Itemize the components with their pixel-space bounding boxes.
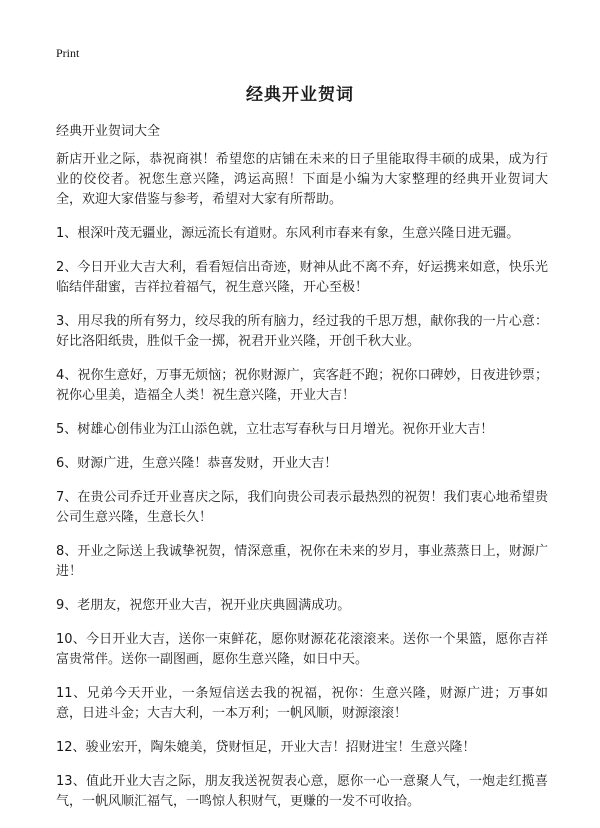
list-item: 5、树雄心创伟业为江山添色就，立壮志写春秋与日月增光。祝你开业大吉！ — [56, 422, 494, 437]
list-item: 13、值此开业大吉之际，朋友我送祝贺表心意，愿你一心一意聚人气，一炮走红揽喜气，一帆风顺汇福气，一鸣惊人积财气，更赚的一发不可收拾。 — [56, 774, 548, 809]
print-link[interactable]: Print — [56, 46, 80, 60]
list-item: 7、在贵公司乔迁开业喜庆之际，我们向贵公司表示最热烈的祝贺！我们衷心地希望贵公司生意兴隆，生意长久！ — [56, 490, 548, 525]
list-item: 12、骏业宏开，陶朱媲美，贷财恒足，开业大吉！招财进宝！生意兴隆！ — [56, 740, 476, 755]
page-subtitle: 经典开业贺词大全 — [56, 124, 161, 139]
list-item: 4、祝你生意好，万事无烦恼；祝你财源广，宾客赶不跑；祝你口碑妙，日夜进钞票；祝你心里美，造福全人类！祝生意兴隆，开业大吉！ — [56, 368, 548, 403]
list-item: 11、兄弟今天开业，一条短信送去我的祝福，祝你：生意兴隆，财源广进；万事如意，日进斗金；大吉大利，一本万利；一帆风顺，财源滚滚！ — [56, 686, 548, 721]
list-item: 8、开业之际送上我诚挚祝贺，情深意重，祝你在未来的岁月，事业蒸蒸日上，财源广进！ — [56, 544, 548, 579]
list-item: 3、用尽我的所有努力，绞尽我的所有脑力，经过我的千思万想，献你我的一片心意：好比洛阳纸贵，胜似千金一掷，祝君开业兴隆，开创千秋大业。 — [56, 314, 548, 349]
page-title: 经典开业贺词 — [246, 85, 354, 105]
list-item: 1、根深叶茂无疆业，源远流长有道财。东风利市春来有象，生意兴隆日进无疆。 — [56, 226, 520, 241]
list-item: 2、今日开业大吉大利，看看短信出奇迹，财神从此不离不弃，好运携来如意，快乐光临结伴甜蜜，吉祥拉着福气，祝生意兴隆，开心至极！ — [56, 260, 548, 295]
article-body — [56, 150, 548, 826]
list-item: 10、今日开业大吉，送你一束鲜花，愿你财源花花滚滚来。送你一个果篮，愿你吉祥富贵常伴。送你一副图画，愿你生意兴隆，如日中天。 — [56, 632, 548, 667]
intro-paragraph: 新店开业之际，恭祝商祺！希望您的店铺在未来的日子里能取得丰硕的成果，成为行业的佼佼者。祝您生意兴隆，鸿运高照！下面是小编为大家整理的经典开业贺词大全，欢迎大家借鉴与参考，希望对大家有所帮助。 — [56, 152, 548, 207]
list-item: 9、老朋友，祝您开业大吉，祝开业庆典圆满成功。 — [56, 598, 351, 613]
list-item: 6、财源广进，生意兴隆！恭喜发财，开业大吉！ — [56, 456, 338, 471]
